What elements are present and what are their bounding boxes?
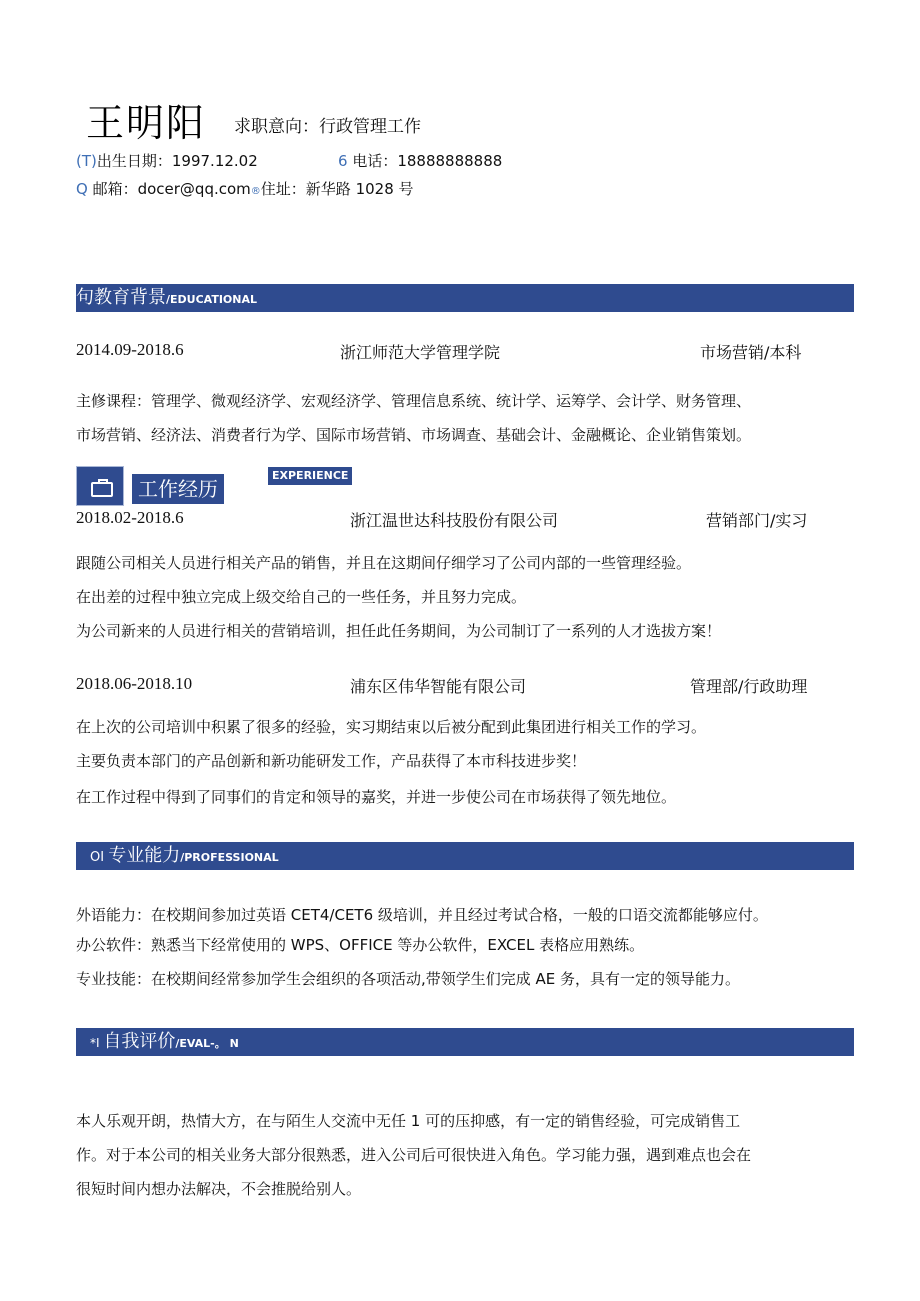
education-title: 句教育背景 [76, 287, 166, 308]
self-eval-subtitle: /EVAL-。 N [175, 1037, 239, 1050]
education-subtitle: /EDUCATIONAL [166, 293, 258, 306]
mail-icon: Q [76, 180, 88, 198]
clock-icon: (T) [76, 152, 97, 170]
job-1-line-2: 在出差的过程中独立完成上级交给自己的一些任务，并且努力完成。 [76, 588, 527, 606]
birth-line [76, 150, 258, 171]
contact-line [76, 178, 414, 199]
self-eval-prefix: *I [90, 1036, 104, 1050]
education-header-bar [76, 284, 854, 312]
job-2-line-2: 主要负责本部门的产品创新和新功能研发工作，产品获得了本市科技进步奖！ [76, 752, 587, 770]
skills-subtitle: /PROFESSIONAL [180, 851, 279, 864]
job-2-line-1: 在上次的公司培训中积累了很多的经验，实习期结束以后被分配到此集团进行相关工作的学习。 [76, 718, 707, 736]
job-1-line-3: 为公司新来的人员进行相关的营销培训，担任此任务期间，为公司制订了一系列的人才选拔方案！ [76, 622, 722, 640]
phone-icon: 6 [338, 152, 348, 170]
education-heading [76, 284, 257, 312]
education-date: 2014.09-2018.6 [76, 340, 184, 359]
skills-heading [90, 842, 279, 870]
job-1-date: 2018.02-2018.6 [76, 508, 184, 527]
phone-line [338, 150, 502, 171]
birth-date: 出生日期：1997.12.02 [96, 152, 258, 170]
skill-line-3: 专业技能：在校期间经常参加学生会组织的各项活动,带领学生们完成 AE 务，具有一定的领导能力。 [76, 970, 741, 988]
phone-number: 电话：18888888888 [352, 152, 503, 170]
briefcase-icon [76, 466, 124, 506]
work-title: 工作经历 [132, 474, 224, 504]
job-2-role: 管理部/行政助理 [690, 677, 808, 696]
email-address[interactable]: 邮箱：docer@qq.com [92, 180, 251, 198]
self-eval-title: 自我评价 [103, 1031, 176, 1052]
job-1-company: 浙江温世达科技股份有限公司 [350, 511, 559, 530]
job-1-line-1: 跟随公司相关人员进行相关产品的销售，并且在这期间仔细学习了公司内部的一些管理经验。 [76, 554, 692, 572]
skills-prefix: OI [90, 850, 109, 865]
skill-line-2: 办公软件：熟悉当下经常使用的 WPS、OFFICE 等办公软件，EXCEL 表格应用熟练。 [76, 936, 645, 954]
location-icon: ® [250, 186, 261, 197]
work-subtitle: EXPERIENCE [268, 467, 352, 485]
job-1-role: 营销部门/实习 [706, 511, 808, 530]
self-eval-heading [90, 1028, 239, 1056]
skill-line-1: 外语能力：在校期间参加过英语 CET4/CET6 级培训，并且经过考试合格，一般的口语交流都能够应付。 [76, 906, 768, 924]
self-eval-header-bar [76, 1028, 854, 1056]
candidate-name: 王明阳 [86, 101, 207, 145]
self-eval-line-3: 很短时间内想办法解决，不会推脱给别人。 [76, 1180, 362, 1198]
job-intent: 求职意向：行政管理工作 [234, 117, 421, 137]
skills-title: 专业能力 [108, 845, 181, 866]
job-2-line-3: 在工作过程中得到了同事们的肯定和领导的嘉奖，并进一步使公司在市场获得了领先地位。 [76, 788, 677, 806]
skills-header-bar [76, 842, 854, 870]
job-2-date: 2018.06-2018.10 [76, 674, 193, 693]
job-2-company: 浦东区伟华智能有限公司 [350, 677, 527, 696]
home-address: 住址：新华路 1028 号 [260, 180, 414, 198]
self-eval-line-1: 本人乐观开朗，热情大方，在与陌生人交流中无任 1 可的压抑感，有一定的销售经验，可完成销售工 [76, 1112, 741, 1130]
education-major: 市场营销/本科 [700, 343, 802, 362]
self-eval-line-2: 作。对于本公司的相关业务大部分很熟悉，进入公司后可很快进入角色。学习能力强，遇到难点也会在 [76, 1146, 752, 1164]
courses-line-2: 市场营销、经济法、消费者行为学、国际市场营销、市场调查、基础会计、金融概论、企业销售策划。 [76, 426, 752, 444]
courses-line-1: 主修课程：管理学、微观经济学、宏观经济学、管理信息系统、统计学、运筹学、会计学、财务管理、 [76, 392, 752, 410]
education-school: 浙江师范大学管理学院 [340, 343, 501, 362]
